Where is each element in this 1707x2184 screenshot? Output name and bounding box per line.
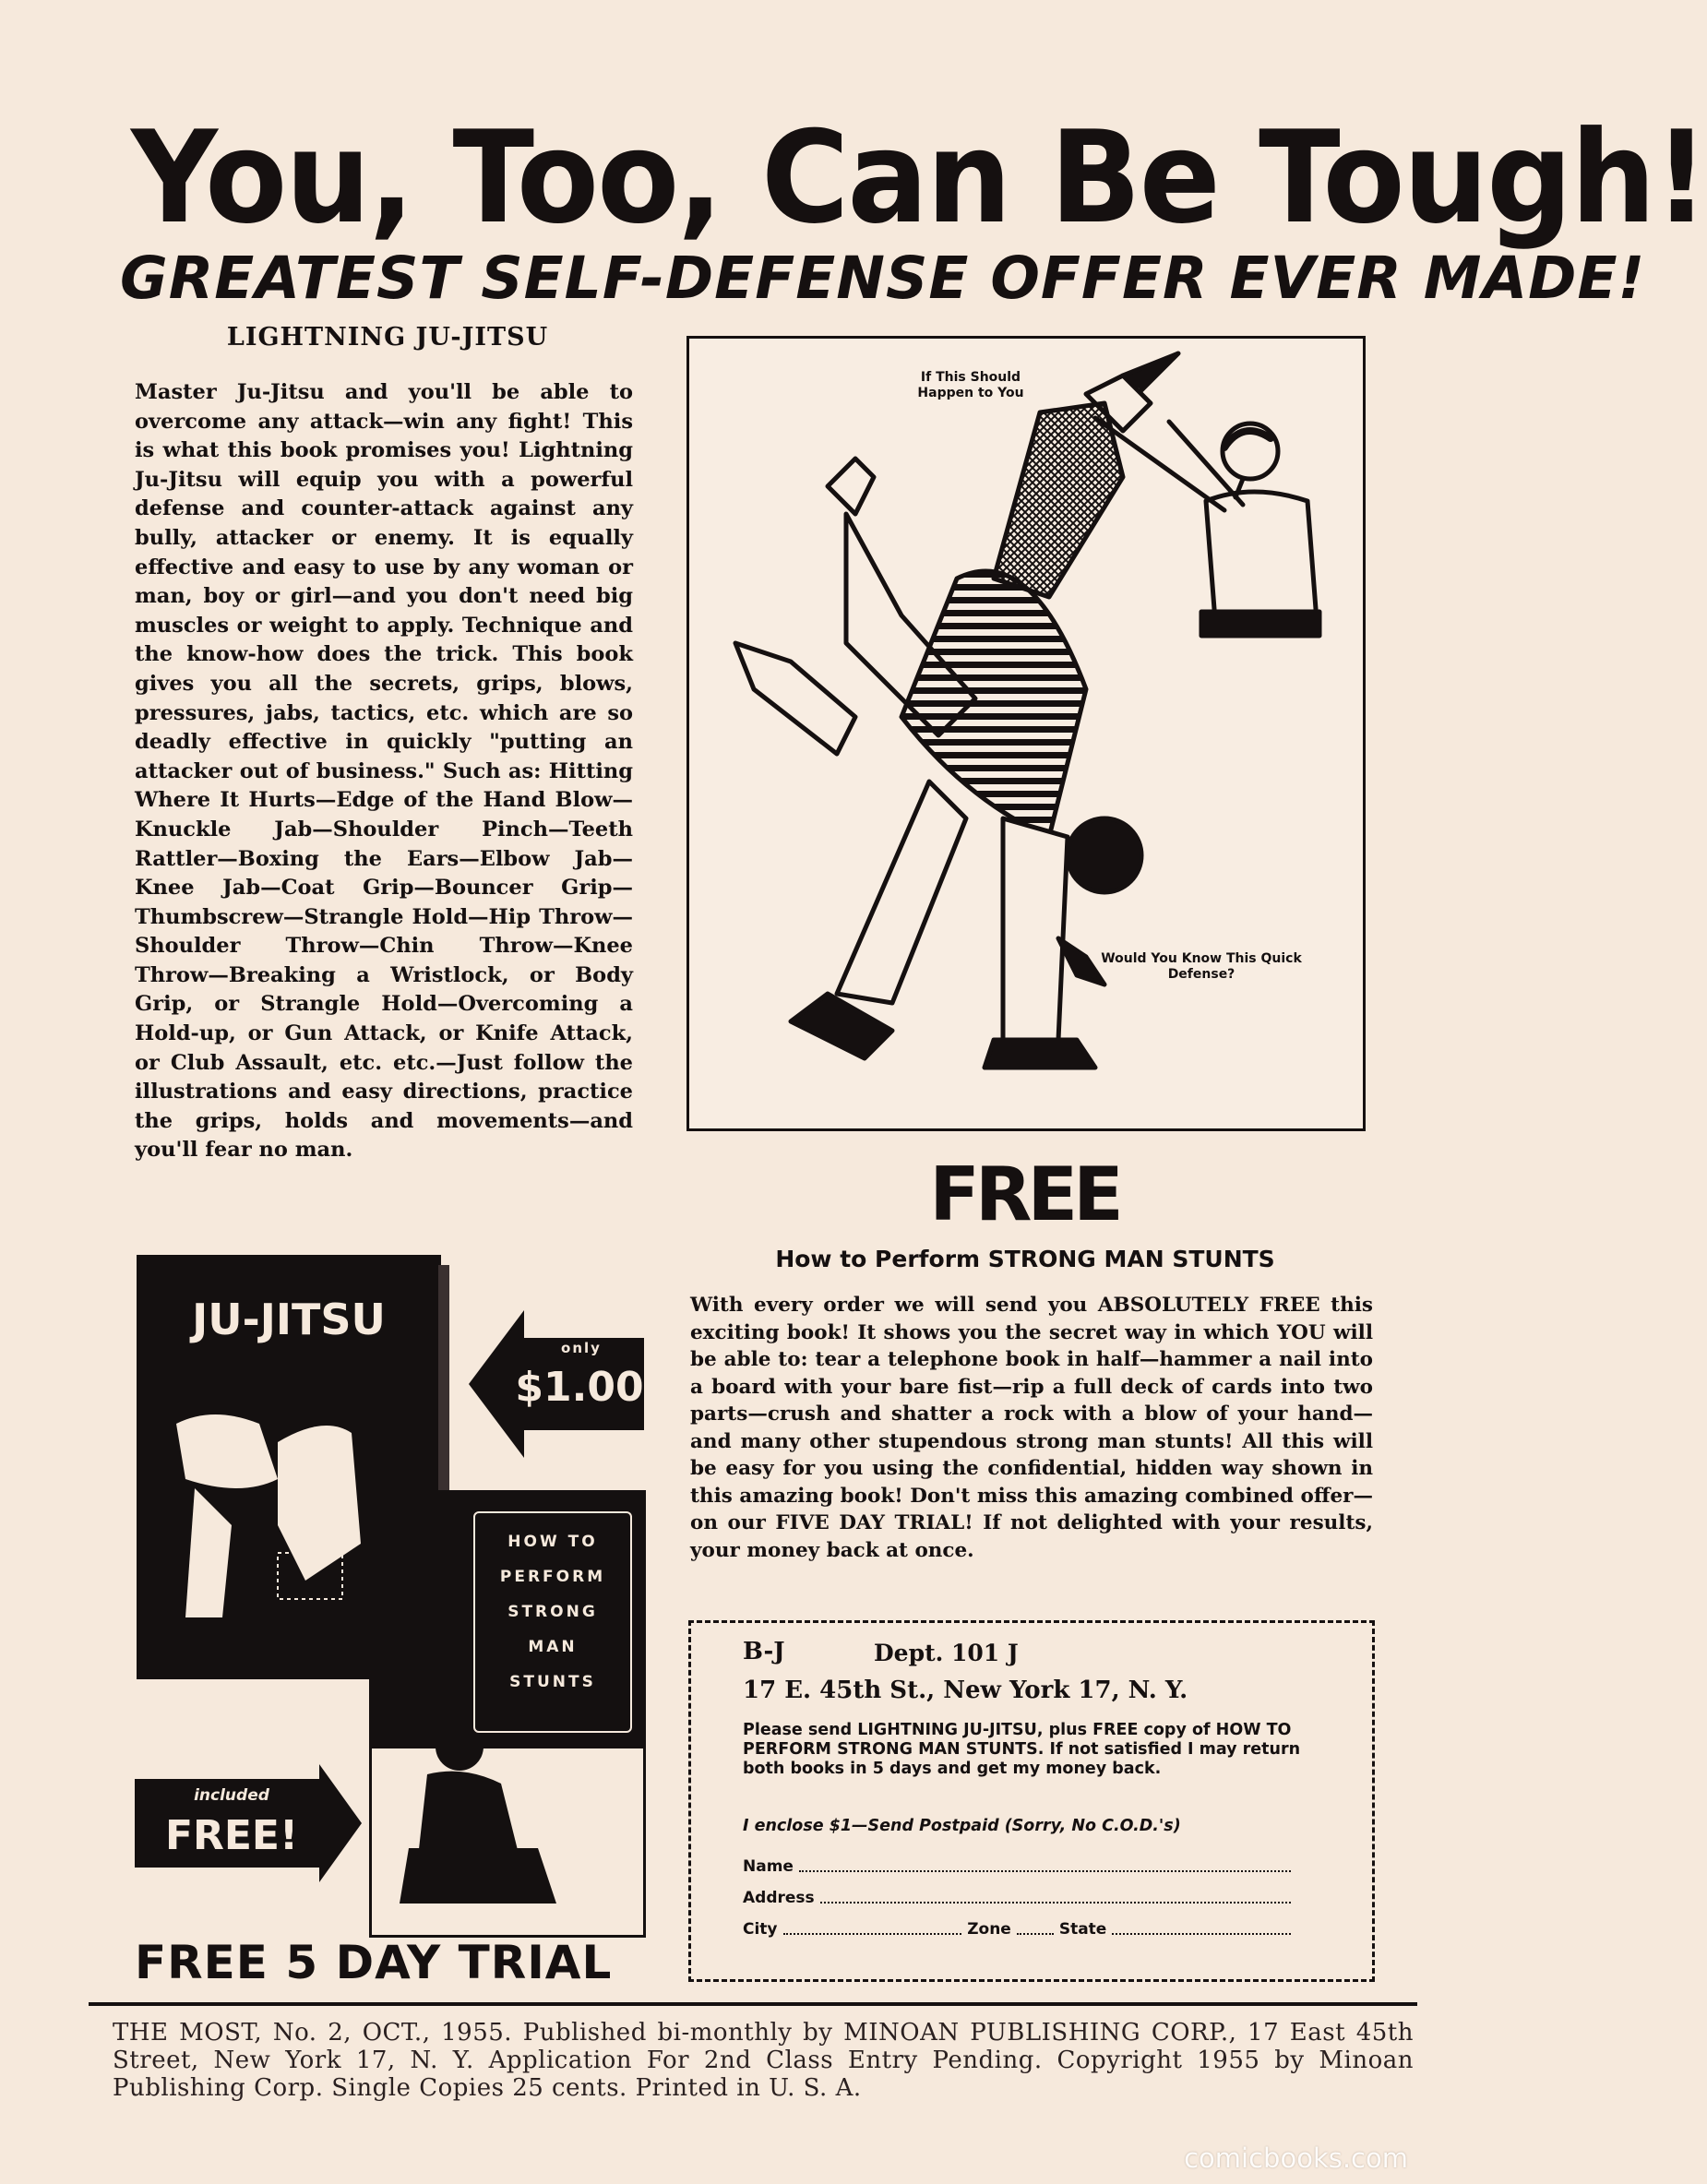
strongman-title-line: MAN	[528, 1638, 578, 1656]
name-label: Name	[743, 1857, 794, 1876]
free-trial-banner: FREE 5 DAY TRIAL	[135, 1936, 613, 1989]
strongman-title-line: STUNTS	[509, 1673, 596, 1691]
city-blank[interactable]	[783, 1933, 962, 1935]
free-subtitle: How to Perform STRONG MAN STUNTS	[775, 1246, 1275, 1272]
order-coupon	[688, 1620, 1375, 1982]
free-body: With every order we will send you ABSOLUTELY FREE this exciting book! It shows you the secret way in which YOU will be able to: tear a telephone book in half—hammer a nail into a board with your bare fist—rip a full deck of cards into two parts—crush and shatter a rock with a blow of your hand—and many other stupendous strong man stunts! All this will be easy for you using the confidential, hidden way shown in this amazing book! Don't miss this amazing combined offer—on our FIVE DAY TRIAL! If not delighted with your results, your money back at once.	[690, 1294, 1373, 1562]
coupon-address: 17 E. 45th St., New York 17, N. Y.	[743, 1677, 1188, 1704]
address-blank[interactable]	[820, 1902, 1291, 1904]
illustration-caption-top: If This Should Happen to You	[917, 370, 1024, 400]
jujitsu-body: Master Ju-Jitsu and you'll be able to overcome any attack—win any fight! This is what this book promises you! Lightning Ju-Jitsu will equip you with a powerful defense and counter-attack against any bully, attacker or enemy. It is equally effective and easy to use by any woman or man, boy or girl—and you don't need big muscles or weight to apply. Technique and the know-how does the trick. This book gives you all the secrets, grips, blows, pressures, jabs, tactics, etc. which are so deadly effective in quickly "putting an attacker out of business." Such as: Hitting Where It Hurts—Edge of the Hand Blow—Knuckle Jab—Shoulder Pinch—Teeth Rattler—Boxing the Ears—Elbow Jab—Knee Jab—Coat Grip—Bouncer Grip—Thumbscrew—Strangle Hold—Hip Throw—Shoulder Throw—Chin Throw—Knee Throw—Breaking a Wristlock, or Body Grip, or Strangle Hold—Overcoming a Hold-up, or Gun Attack, or Knife Attack, or Club Assault, etc. etc.—Just follow the illustrations and easy directions, practice the grips, holds and movements—and you'll fear no man.	[135, 380, 633, 1163]
throw-drawing	[689, 339, 1363, 1128]
zone-label: Zone	[967, 1920, 1011, 1939]
headline: You, Too, Can Be Tough!	[131, 103, 1707, 252]
zone-blank[interactable]	[1017, 1933, 1054, 1935]
state-blank[interactable]	[1112, 1933, 1291, 1935]
name-blank[interactable]	[799, 1870, 1291, 1872]
city-zone-state-field[interactable]	[743, 1920, 1296, 1939]
price-label: only	[561, 1340, 602, 1356]
coupon-code: B-J	[743, 1638, 785, 1665]
subheadline: GREATEST SELF-DEFENSE OFFER EVER MADE!	[120, 245, 1646, 312]
coupon-enclose: I enclose $1—Send Postpaid (Sorry, No C.O.D.'s)	[743, 1817, 1181, 1835]
publication-info: THE MOST, No. 2, OCT., 1955. Published bi-monthly by MINOAN PUBLISHING CORP., 17 East 45th Street, New York 17, N. Y. Application For 2nd Class Entry Pending. Copyright 1955 by Minoan Publishing Corp. Single Copies 25 cents. Printed in U. S. A.	[113, 2019, 1414, 2102]
price-value: $1.00	[515, 1364, 644, 1411]
coupon-text: Please send LIGHTNING JU-JITSU, plus FREE copy of HOW TO PERFORM STRONG MAN STUNTS. If not satisfied I may return both books in 5 days and get my money back.	[743, 1721, 1301, 1778]
city-label: City	[743, 1920, 778, 1939]
strongman-title-line: HOW TO	[507, 1533, 598, 1551]
watermark: comicbooks.com	[1184, 2142, 1408, 2174]
strongman-book-title	[473, 1511, 632, 1733]
state-label: State	[1058, 1920, 1107, 1939]
self-defense-illustration	[686, 336, 1366, 1131]
coupon-dept: Dept. 101 J	[874, 1640, 1019, 1666]
strongman-title-line: PERFORM	[499, 1568, 606, 1586]
price-arrow	[469, 1310, 644, 1458]
jujitsu-book-title: JU-JITSU	[192, 1295, 386, 1344]
address-field[interactable]	[743, 1889, 1296, 1907]
included-label: included	[194, 1786, 269, 1805]
address-label: Address	[743, 1889, 815, 1907]
jujitsu-title: LIGHTNING JU-JITSU	[226, 323, 549, 352]
strongman-book-cover	[369, 1490, 646, 1748]
free-heading: FREE	[929, 1152, 1119, 1237]
footer-rule	[89, 2002, 1417, 2006]
name-field[interactable]	[743, 1857, 1296, 1876]
included-free-label: FREE!	[164, 1812, 299, 1859]
included-free-arrow	[135, 1764, 362, 1882]
strongman-title-line: STRONG	[507, 1603, 598, 1621]
illustration-caption-bottom: Would You Know This Quick Defense?	[1101, 951, 1302, 982]
